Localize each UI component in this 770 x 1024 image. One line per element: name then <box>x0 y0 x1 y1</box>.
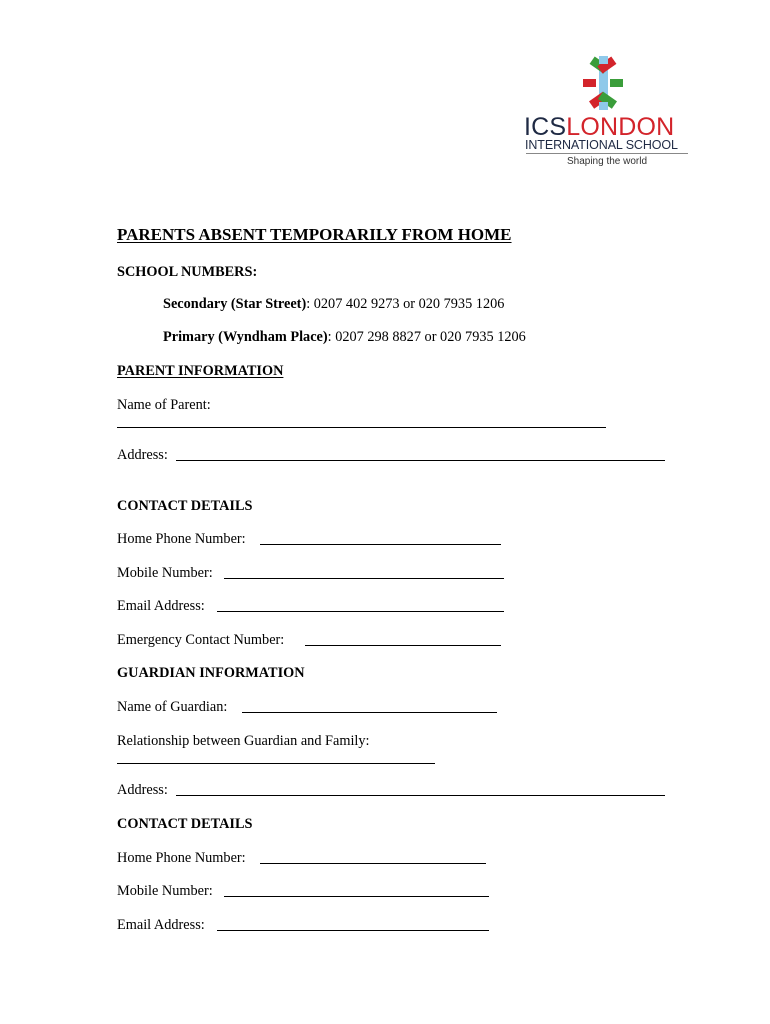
logo-wordmark <box>524 114 694 140</box>
guardian-name-label: Name of Guardian: <box>117 699 228 715</box>
guardian-email-label: Email Address: <box>117 917 205 933</box>
parent-contact-heading: CONTACT DETAILS <box>117 498 253 514</box>
logo-divider <box>526 153 688 154</box>
guardian-mobile-label: Mobile Number: <box>117 883 213 899</box>
guardian-name-field[interactable] <box>242 712 497 713</box>
parent-mobile-field[interactable] <box>224 578 504 579</box>
primary-numbers: : 0207 298 8827 or 020 7935 1206 <box>327 329 526 345</box>
logo-ics: ICS <box>524 113 567 141</box>
emergency-contact-field[interactable] <box>305 645 501 646</box>
guardian-home-phone-field[interactable] <box>260 863 486 864</box>
parent-mobile-label: Mobile Number: <box>117 565 213 581</box>
parent-information-heading: PARENT INFORMATION <box>117 363 284 379</box>
parent-email-label: Email Address: <box>117 598 205 614</box>
secondary-school-number <box>163 295 504 313</box>
school-logo <box>524 56 694 174</box>
page-title: PARENTS ABSENT TEMPORARILY FROM HOME <box>117 225 512 244</box>
logo-subtitle: INTERNATIONAL SCHOOL <box>525 138 678 152</box>
parent-home-phone-field[interactable] <box>260 544 501 545</box>
guardian-contact-heading: CONTACT DETAILS <box>117 816 253 832</box>
guardian-home-phone-label: Home Phone Number: <box>117 850 246 866</box>
relationship-field[interactable] <box>117 763 435 764</box>
emergency-contact-label: Emergency Contact Number: <box>117 632 285 648</box>
ics-star-logo-icon <box>572 56 634 112</box>
school-numbers-heading: SCHOOL NUMBERS: <box>117 264 258 280</box>
secondary-label: Secondary (Star Street) <box>163 296 307 312</box>
parent-address-field[interactable] <box>176 460 665 461</box>
relationship-label: Relationship between Guardian and Family: <box>117 733 370 749</box>
secondary-numbers: : 0207 402 9273 or 020 7935 1206 <box>306 296 505 312</box>
logo-london: LONDON <box>566 113 675 141</box>
parent-home-phone-label: Home Phone Number: <box>117 531 246 547</box>
parent-address-label: Address: <box>117 447 168 463</box>
primary-school-number <box>163 328 526 346</box>
guardian-information-heading: GUARDIAN INFORMATION <box>117 665 305 681</box>
guardian-email-field[interactable] <box>217 930 489 931</box>
guardian-mobile-field[interactable] <box>224 896 489 897</box>
guardian-address-label: Address: <box>117 782 168 798</box>
parent-email-field[interactable] <box>217 611 504 612</box>
logo-tagline: Shaping the world <box>566 156 648 167</box>
parent-name-label: Name of Parent: <box>117 397 211 413</box>
primary-label: Primary (Wyndham Place) <box>163 329 328 345</box>
parent-name-field[interactable] <box>117 427 606 428</box>
guardian-address-field[interactable] <box>176 795 665 796</box>
